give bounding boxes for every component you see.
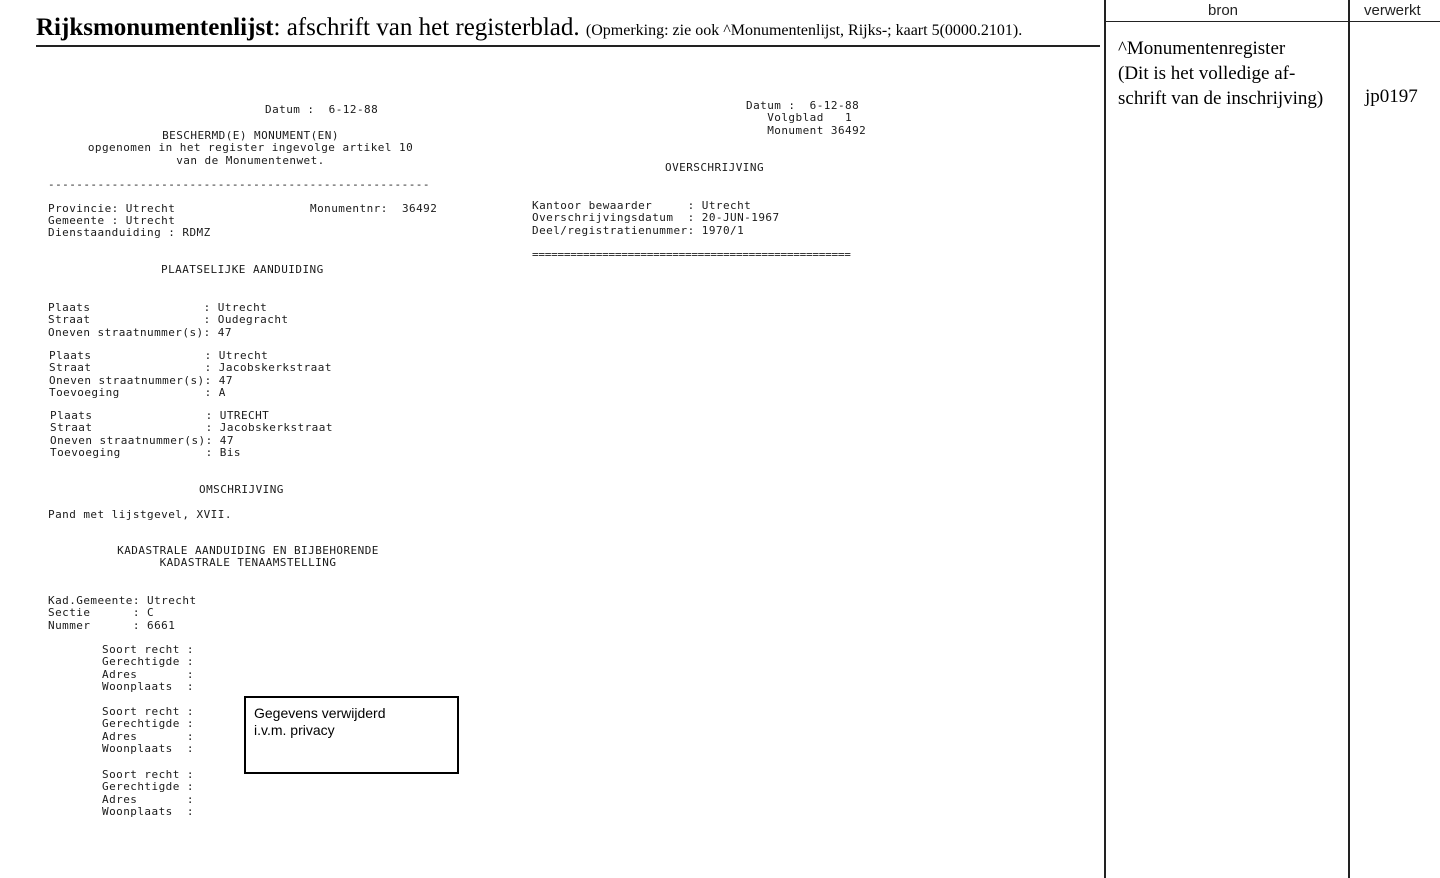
address-block-3: Plaats : UTRECHT Straat : Jacobskerkstraat Oneven straatnummer(s): 47 Toevoeging : Bis [50, 409, 333, 460]
overschrijving-data: Kantoor bewaarder : Utrecht Overschrijvingsdatum : 20-JUN-1967 Deel/registratienummer: 1970/1 [532, 199, 780, 237]
verwerkt-code: jp0197 [1365, 86, 1418, 107]
omschrijving-text: Pand met lijstgevel, XVII. [48, 508, 232, 521]
verwerkt-column-label: verwerkt [1364, 2, 1421, 19]
document-title [36, 14, 1022, 42]
omschrijving-heading: OMSCHRIJVING [199, 483, 284, 496]
bron-text: ^Monumentenregister (Dit is het volledige af- schrift van de inschrijving) [1118, 38, 1324, 109]
header-rule [36, 45, 1100, 47]
gemeente-dienst: Gemeente : Utrecht Dienstaanduiding : RDMZ [48, 214, 211, 240]
right-separator: ================================================== [532, 248, 851, 261]
bron-column-label: bron [1208, 2, 1239, 19]
right-header-block: Datum : 6-12-88 Volgblad 1 Monument 36492 [746, 99, 867, 137]
overschrijving-heading: OVERSCHRIJVING [665, 161, 765, 174]
provincie: Provincie: Utrecht [48, 202, 176, 215]
owner-block-3: Soort recht : Gerechtigde : Adres : Woonplaats : [102, 768, 194, 819]
plaatselijke-heading: PLAATSELIJKE AANDUIDING [161, 263, 324, 276]
address-block-2: Plaats : Utrecht Straat : Jacobskerkstraat Oneven straatnummer(s): 47 Toevoeging : A [49, 349, 332, 400]
owner-block-2: Soort recht : Gerechtigde : Adres : Woonplaats : [102, 705, 194, 756]
column-head-rule [1104, 21, 1440, 22]
title-rest: : afschrift van het registerblad. [273, 14, 580, 41]
left-heading: BESCHERMD(E) MONUMENT(EN) opgenomen in het register ingevolge artikel 10 van de Monumentenwet. [87, 129, 414, 167]
kadastrale-data: Kad.Gemeente: Utrecht Sectie : C Nummer : 6661 [48, 594, 197, 632]
bron-column-divider [1104, 0, 1106, 878]
left-datum: Datum : 6-12-88 [265, 103, 379, 116]
privacy-redaction-box [244, 696, 459, 774]
kadastrale-heading: KADASTRALE AANDUIDING EN BIJBEHORENDE KADASTRALE TENAAMSTELLING [117, 544, 379, 570]
verwerkt-column-divider [1348, 0, 1350, 878]
owner-block-1: Soort recht : Gerechtigde : Adres : Woonplaats : [102, 643, 194, 694]
title-bold: Rijksmonumentenlijst [36, 14, 274, 41]
left-separator: ------------------------------------------------------ [48, 178, 430, 191]
monumentnr: Monumentnr: 36492 [310, 202, 438, 215]
address-block-1: Plaats : Utrecht Straat : Oudegracht Oneven straatnummer(s): 47 [48, 301, 289, 339]
privacy-text: Gegevens verwijderd i.v.m. privacy [254, 705, 386, 738]
title-note: (Opmerking: zie ook ^Monumentenlijst, Rijks-; kaart 5(0000.2101). [585, 22, 1023, 39]
